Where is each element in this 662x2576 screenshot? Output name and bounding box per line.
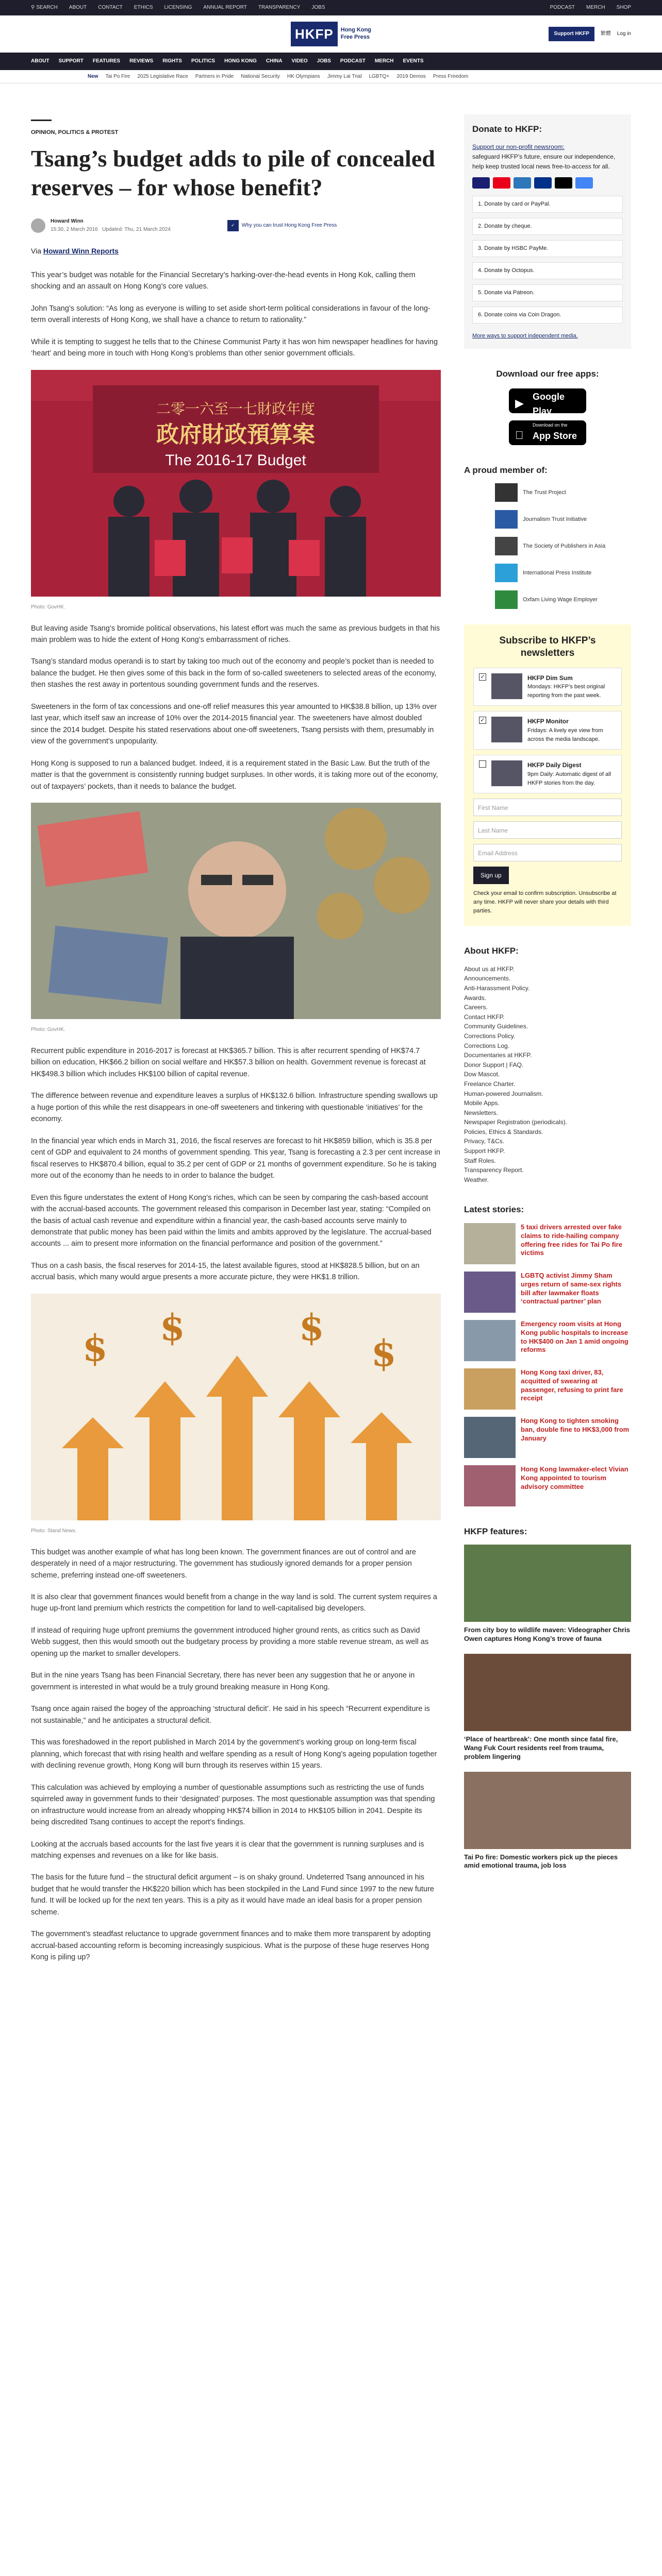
member-logo[interactable] (495, 510, 631, 529)
new-label: New (88, 73, 98, 79)
image-caption: Photo: GovHK. (31, 604, 65, 611)
about-link[interactable]: Contact HKFP. (464, 1013, 505, 1021)
feature-link[interactable]: Tai Po fire: Domestic workers pick up the pieces amid emotional trauma, job loss (464, 1853, 618, 1870)
member-logo[interactable] (495, 537, 631, 555)
story-thumb (464, 1417, 516, 1458)
nav-item-video[interactable]: VIDEO (291, 58, 308, 64)
feature-image (464, 1772, 631, 1849)
feature-link[interactable]: ‘Place of heartbreak’: One month since fatal fire, Wang Fuk Court residents reel from trauma, problem lingering (464, 1735, 618, 1760)
about-link[interactable]: Careers. (464, 1004, 488, 1011)
top-link-about[interactable]: ABOUT (69, 5, 87, 11)
sidebar (464, 83, 631, 1974)
story-link[interactable]: Hong Kong lawmaker-elect Vivian Kong appointed to tourism advisory committee (521, 1465, 628, 1490)
story-link[interactable]: Emergency room visits at Hong Kong public hospitals to increase to HK$400 on Jan 1 amid ongoing reforms (521, 1319, 628, 1354)
about-link[interactable]: Transparency Report. (464, 1166, 524, 1174)
story-thumb (464, 1465, 516, 1506)
about-block (464, 944, 631, 1184)
google-play-button[interactable]: ▶ GET IT ON Google Play (509, 388, 586, 413)
feature-image (464, 1654, 631, 1731)
paragraph: Looking at the accruals based accounts for the last five years it is clear that the government is running surpluses and is matching expenses and revenues on a like for like basis. (31, 1840, 424, 1860)
top-link-licensing[interactable]: LICENSING (164, 5, 192, 11)
article-meta (31, 217, 441, 233)
about-link[interactable]: Newspaper Registration (periodicals). (464, 1118, 568, 1126)
nav-item-merch[interactable]: MERCH (374, 58, 394, 64)
about-title: About HKFP: (464, 946, 519, 956)
latest-story[interactable] (464, 1320, 631, 1361)
tag-link[interactable]: Jimmy Lai Trial (327, 73, 362, 79)
member-logo[interactable] (495, 483, 631, 502)
nav-item-hong-kong[interactable]: HONG KONG (224, 58, 257, 64)
feature-image (464, 1545, 631, 1622)
about-link[interactable]: Mobile Apps. (464, 1099, 500, 1107)
story-thumb (464, 1223, 516, 1264)
story-thumb (464, 1272, 516, 1313)
first-name-input[interactable]: First Name (473, 799, 622, 816)
amex-icon (514, 177, 531, 189)
members-title: A proud member of: (464, 465, 548, 475)
last-name-input[interactable]: Last Name (473, 821, 622, 839)
updated-date: Updated: Thu, 21 March 2024 (102, 226, 171, 232)
support-hkfp-button[interactable]: Support HKFP (549, 27, 594, 41)
nav-item-features[interactable]: FEATURES (92, 58, 121, 64)
paragraph: But in the nine years Tsang has been Financial Secretary, there has never been any suggestion that he or anyone in government is interested in what would be a truly ground breaking measure in Hong Kong. (31, 1671, 415, 1691)
newsletter-option[interactable] (473, 755, 622, 793)
donate-option[interactable]: 2. Donate by cheque. (472, 218, 623, 235)
latest-story[interactable] (464, 1368, 631, 1410)
about-link[interactable]: Announcements. (464, 975, 511, 982)
story-link[interactable]: LGBTQ activist Jimmy Sham urges return of same-sex rights bill after lawmaker floats ‘contractual partner’ plan (521, 1271, 622, 1306)
member-name: International Press Institute (523, 569, 592, 576)
publish-date: 15:30, 2 March 2016 (51, 226, 98, 232)
member-name: Oxfam Living Wage Employer (523, 596, 598, 603)
nav-item-about[interactable]: ABOUT (31, 58, 49, 64)
paragraph: This year’s budget was notable for the Financial Secretary’s harking-over-the-head events in Hong Kok, calling them shocking and an assault on Hong Kong’s core values. (31, 270, 416, 291)
top-link-contact[interactable]: CONTACT (98, 5, 123, 11)
about-link[interactable]: Weather. (464, 1176, 489, 1183)
newsletter-name: HKFP Monitor (527, 718, 569, 725)
paragraph: The difference between revenue and expenditure leaves a surplus of HK$132.6 billion. Infrastructure spending swallows up a huge portion of this while the rest disappears in one-off sweeteners and tinkering with questionable ‘initiatives’ for the economy. (31, 1092, 438, 1124)
trust-link[interactable]: ✓ Why you can trust Hong Kong Free Press (227, 220, 337, 231)
paragraph: Tsang’s standard modus operandi is to start by taking too much out of the economy and people’s pocket than is needed to balance the budget. He then gives some of this back in the form of so-called sweeteners to selected areas of the economy, then stashes the rest away in portentous sounding government funds and the reserves. (31, 657, 437, 689)
about-link[interactable]: Privacy, T&Cs. (464, 1138, 505, 1145)
latest-story[interactable] (464, 1465, 631, 1506)
google-play-icon: ▶ (515, 396, 524, 410)
newsletter-option[interactable] (473, 668, 622, 706)
member-name: The Society of Publishers in Asia (523, 543, 606, 549)
donate-option[interactable]: 4. Donate by Octopus. (472, 262, 623, 279)
paragraph: It is also clear that government finances would benefit from a change in the way land is sold. The current system requires a huge up-front land premium which restricts the competition for land to well-capitalised big developers. (31, 1593, 437, 1613)
author-name[interactable]: Howard Winn (51, 218, 84, 225)
latest-story[interactable] (464, 1417, 631, 1458)
article-title: Tsang’s budget adds to pile of concealed reserves – for whose benefit? (31, 145, 435, 201)
newsletter-checkbox[interactable]: ✓ (479, 717, 486, 724)
newsletter-option[interactable] (473, 711, 622, 750)
paragraph: This calculation was achieved by employing a number of questionable assumptions such as restricting the use of funds squirreled away in government funds to their ‘designated’ purposes. The most questionable assumption was that spending on infrastructure would increase from an already whopping HK$74 billion in 2014 to HK$105 billion in 2041. Despite its being discredited Tsang continues to accept the report’s findings. (31, 1783, 435, 1827)
latest-block (464, 1203, 631, 1506)
mastercard-icon (493, 177, 510, 189)
paragraph: While it is tempting to suggest he tells that to the Chinese Communist Party it has won him newspaper headlines for having ‘heart’ and being more in touch with Hong Kong’s problems than other senior government officials. (31, 337, 438, 358)
tag-nav (0, 70, 662, 83)
donate-option[interactable]: 5. Donate via Patreon. (472, 284, 623, 301)
about-link[interactable]: Staff Roles. (464, 1157, 496, 1164)
feature-story[interactable] (464, 1545, 631, 1643)
top-link-shop[interactable]: SHOP (616, 5, 631, 11)
nav-item-politics[interactable]: POLITICS (191, 58, 216, 64)
newsletter-desc: 9pm Daily: Automatic digest of all HKFP stories from the day. (527, 771, 611, 786)
latest-title: Latest stories: (464, 1205, 524, 1215)
paragraph: John Tsang’s solution: “As long as everyone is willing to set aside short-term political considerations in favour of the long-term overall interests of Hong Kong, we shall have a chance to return to rationality.” (31, 304, 431, 325)
svg-text:$: $ (299, 1306, 324, 1349)
about-link[interactable]: Donor Support | FAQ. (464, 1061, 524, 1069)
paragraph: Hong Kong is supposed to run a balanced budget. Indeed, it is a requirement stated in the Basic Law. But the truth of the matter is that the government is consistently running budget surpluses. In other words, it is taking more out of the economy, out of taxpayers’ pockets, than it needs to balance the budget. (31, 759, 438, 791)
paragraph: If instead of requiring huge upfront premiums the government introduced higher ground rents, as critics such as David Webb suggest, then this would smooth out the budgetary process by providing a more stable revenue stream, as well as opening up the market to smaller developers. (31, 1626, 429, 1658)
paragraph: The basis for the future fund – the structural deficit argument – is on shaky ground. Undeterred Tsang announced in his budget that he would transfer the HK$220 billion which has been stockpiled in the Land Fund since 1997 to the new future fund. It will be locked up for the next ten years. This is a pity as it would have made an ideal basis for a proper pension scheme. (31, 1873, 434, 1917)
paragraph: Even this figure understates the extent of Hong Kong’s riches, which can be seen by comparing the cash-based account with the accrual-based accounts. The government released this comparison in December last year, stating: “Compiled on the basis of actual cash revenue and expenditure within a financial year, the cash-based accounts serve mainly to demonstrate that public money has been paid within the limits and ambits approved by the legislature. The accrual-based accounts ... aim to present more information on the financial performance and position of the government.” (31, 1193, 432, 1248)
top-link-ethics[interactable]: ETHICS (134, 5, 153, 11)
paragraph: This was foreshadowed in the report published in March 2014 by the government’s working group on long-term fiscal planning, which forecast that with rising health and welfare spending as a result of Hong Kong’s ageing population together with declining revenue growth, Hong Kong will burn through its reserves within 15 years. (31, 1738, 437, 1770)
about-link[interactable]: Dow Mascot. (464, 1071, 500, 1078)
image-caption: Photo: GovHK. (31, 1027, 65, 1033)
newsletter-checkbox[interactable]: ✓ (479, 673, 486, 681)
paragraph: But leaving aside Tsang’s bromide political observations, his latest effort was much the same as previous budgets in that his main problem was to hide the extent of Hong Kong’s embarrassment of riches. (31, 624, 440, 644)
tag-link[interactable]: Press Freedom (433, 73, 469, 79)
svg-text:政府財政預算案: 政府財政預算案 (156, 421, 315, 448)
member-name: The Trust Project (523, 489, 566, 496)
features-title: HKFP features: (464, 1526, 527, 1536)
login-link[interactable]: Log in (617, 31, 631, 37)
donate-box (464, 114, 631, 349)
newsletter-checkbox[interactable] (479, 760, 486, 768)
more-ways-link[interactable]: More ways to support independent media. (472, 333, 578, 340)
nav-item-events[interactable]: EVENTS (403, 58, 424, 64)
newsletter-name: HKFP Dim Sum (527, 674, 573, 682)
tag-link[interactable]: Partners in Pride (195, 73, 234, 79)
story-link[interactable]: 5 taxi drivers arrested over fake claims to ride-hailing company offering free rides for Tai Po fire victims (521, 1223, 622, 1257)
money-portrait-photo (31, 803, 441, 1019)
svg-text:The 2016-17 Budget: The 2016-17 Budget (165, 451, 306, 469)
apple-icon (515, 427, 524, 444)
about-link[interactable]: Human-powered Journalism. (464, 1090, 543, 1097)
member-logo[interactable] (495, 590, 631, 609)
apps-block (464, 367, 631, 445)
top-link-annual-report[interactable]: ANNUAL REPORT (203, 5, 247, 11)
svg-text:$: $ (160, 1306, 185, 1349)
svg-text:$: $ (82, 1326, 108, 1369)
newsletter-thumb (491, 760, 522, 786)
newsletter-box (464, 624, 631, 926)
about-link[interactable]: Policies, Ethics & Standards. (464, 1128, 543, 1136)
story-thumb (464, 1368, 516, 1410)
member-logo-icon (495, 510, 518, 529)
newsletter-thumb (491, 717, 522, 742)
nav-item-podcast[interactable]: PODCAST (340, 58, 366, 64)
paragraph: Tsang once again raised the bogey of the approaching ‘structural deficit’. He said in his speech “Recurrent expenditure is not sustainable,” and he anticipates a structural deficit. (31, 1705, 430, 1725)
tag-link[interactable]: LGBTQ+ (369, 73, 390, 79)
newsletter-title: Subscribe to HKFP’s newsletters (499, 635, 596, 658)
newsletter-name: HKFP Daily Digest (527, 761, 582, 769)
member-logo-icon (495, 590, 518, 609)
donate-option[interactable]: 3. Donate by HSBC PayMe. (472, 240, 623, 257)
paragraph: The government’s steadfast reluctance to upgrade government finances and to make them more transparent by adopting accrual-based accounting reform is becoming increasingly suspicious. What is the purpose of these huge reserves Hong Kong is piling up? (31, 1930, 431, 1962)
donate-option[interactable]: 1. Donate by card or PayPal. (472, 196, 623, 213)
latest-story[interactable] (464, 1223, 631, 1264)
nav-item-jobs[interactable]: JOBS (317, 58, 331, 64)
nav-item-reviews[interactable]: REVIEWS (129, 58, 154, 64)
story-link[interactable]: Hong Kong taxi driver, 83, acquitted of swearing at passenger, refusing to print fare receipt (521, 1368, 623, 1402)
nav-item-support[interactable]: SUPPORT (58, 58, 84, 64)
about-link[interactable]: About us at HKFP. (464, 965, 515, 973)
latest-story[interactable] (464, 1272, 631, 1313)
donate-text: safeguard HKFP’s future, ensure our independence, help keep trusted local news free-to-access for all. (472, 152, 616, 170)
main-nav (0, 53, 662, 70)
about-link[interactable]: Support HKFP. (464, 1147, 505, 1155)
member-logo-icon (495, 564, 518, 582)
newsletter-desc: Fridays: A lively eye view from across the media landscape. (527, 727, 603, 742)
svg-text:$: $ (371, 1331, 396, 1375)
article-category[interactable]: OPINION, POLITICS & PROTEST (31, 129, 119, 135)
about-link[interactable]: Corrections Policy. (464, 1032, 516, 1040)
author-avatar (31, 218, 45, 233)
article (31, 83, 441, 1974)
donate-title: Donate to HKFP: (472, 124, 542, 134)
googlepay-icon (575, 177, 593, 189)
top-utility-bar (0, 0, 662, 15)
budget-press-photo (31, 370, 441, 597)
about-link[interactable]: Awards. (464, 994, 487, 1002)
site-logo[interactable]: HKFP Hong Kong Free Press (291, 22, 371, 46)
tag-link[interactable]: 2019 Demos (396, 73, 426, 79)
top-link-merch[interactable]: MERCH (586, 5, 605, 11)
tag-link[interactable]: Tai Po Fire (105, 73, 130, 79)
paragraph: This budget was another example of what has long been known. The government finances are out of control and are desperately in need of a major restructuring. The government has studiously ignored demands for a proper pension scheme, preferring instead one-off sweeteners. (31, 1548, 416, 1580)
paragraph: Thus on a cash basis, the fiscal reserves for 2014-15, the latest available figures, stood at HK$828.5 billion, but on an accrual basis, which many would argue presents a more accurate picture, they were HK$1.8 trillion. (31, 1261, 420, 1282)
newsletter-note: Check your email to confirm subscription. Unsubscribe at any time. HKFP will never share your details with third parties. (473, 890, 617, 914)
story-link[interactable]: Hong Kong to tighten smoking ban, double fine to HK$3,000 from January (521, 1416, 630, 1442)
features-block (464, 1525, 631, 1871)
top-link-transparency[interactable]: TRANSPARENCY (258, 5, 301, 11)
member-logo[interactable] (495, 564, 631, 582)
paypal-icon (534, 177, 552, 189)
apps-title: Download our free apps: (496, 369, 599, 379)
email-input[interactable]: Email Address (473, 844, 622, 861)
via-line: Via Howard Winn Reports (31, 247, 119, 256)
story-thumb (464, 1320, 516, 1361)
paragraph: Recurrent public expenditure in 2016-2017 is forecast at HK$365.7 billion. This is after recurrent spending of HK$74.7 billion on education, HK$66.2 billion on social welfare and HK$57.3 billion on health. Government revenue is forecast at HK$498.3 billion which includes HK$100 billion of capital revenue. (31, 1046, 426, 1078)
member-logo-icon (495, 537, 518, 555)
brand-header (0, 15, 662, 53)
about-link[interactable]: Anti-Harassment Policy. (464, 984, 530, 992)
search-button[interactable]: ⚲ SEARCH (31, 5, 58, 11)
newsletter-thumb (491, 673, 522, 699)
feature-story[interactable] (464, 1772, 631, 1871)
feature-link[interactable]: From city boy to wildlife maven: Videographer Chris Owen captures Hong Kong’s trove of fauna (464, 1626, 630, 1643)
trust-icon: ✓ (227, 220, 239, 231)
about-link[interactable]: Newsletters. (464, 1109, 499, 1116)
member-name: Journalism Trust Initiative (523, 516, 587, 522)
tag-link[interactable]: HK Olympians (287, 73, 320, 79)
about-link[interactable]: Community Guidelines. (464, 1023, 528, 1030)
svg-text:二零一六至一七財政年度: 二零一六至一七財政年度 (156, 400, 316, 417)
visa-icon (472, 177, 490, 189)
donate-link[interactable]: Support our non-profit newsroom: (472, 143, 565, 151)
top-link-podcast[interactable]: PODCAST (550, 5, 575, 11)
nav-item-rights[interactable]: RIGHTS (162, 58, 182, 64)
dollar-arrows-illustration (31, 1294, 441, 1520)
language-toggle[interactable]: 繁體 (600, 31, 611, 37)
payment-icons (472, 177, 623, 189)
donate-option[interactable]: 6. Donate coins via Coin Dragon. (472, 307, 623, 324)
top-link-jobs[interactable]: JOBS (311, 5, 325, 11)
about-link[interactable]: Freelance Charter. (464, 1080, 516, 1088)
applepay-icon (555, 177, 572, 189)
feature-story[interactable] (464, 1654, 631, 1761)
signup-button[interactable]: Sign up (473, 867, 509, 885)
image-caption: Photo: Stand News. (31, 1528, 77, 1534)
member-logo-icon (495, 483, 518, 502)
paragraph: Sweeteners in the form of tax concessions and one-off relief measures this year amounted to HK$38.8 billion, up 13% over last year, which itself saw an increase of 10% over the 2014-2015 financial year. The sweeteners have almost doubled since the 2014 budget. Despite his stated reservations about one-off sweeteners, Tsang persists with them, presumably in view of the government’s unpopularity. (31, 702, 437, 746)
paragraph: In the financial year which ends in March 31, 2016, the fiscal reserves are forecast to hit HK$859 billion, which is 35.8 per cent of GDP and equivalent to 24 months of government spending. This year, Tsang is forecasting a 2.3 per cent increase in fiscal reserves to HK$870.4 billion, equal to 35.2 per cent of GDP or 21 months of government expenditure. So he is taking more out of the economy than he needs to in order to balance the budget. (31, 1137, 440, 1180)
tag-link[interactable]: National Security (241, 73, 280, 79)
divider (31, 120, 52, 121)
via-link[interactable]: Howard Winn Reports (43, 247, 119, 256)
tag-link[interactable]: 2025 Legislative Race (137, 73, 188, 79)
members-block (464, 464, 631, 609)
newsletter-desc: Mondays: HKFP’s best original reporting from the past week. (527, 684, 605, 699)
about-link[interactable]: Documentaries at HKFP. (464, 1052, 532, 1059)
app-store-button[interactable]: Download on the App Store (509, 420, 586, 445)
nav-item-china[interactable]: CHINA (266, 58, 283, 64)
about-link[interactable]: Corrections Log. (464, 1042, 510, 1049)
